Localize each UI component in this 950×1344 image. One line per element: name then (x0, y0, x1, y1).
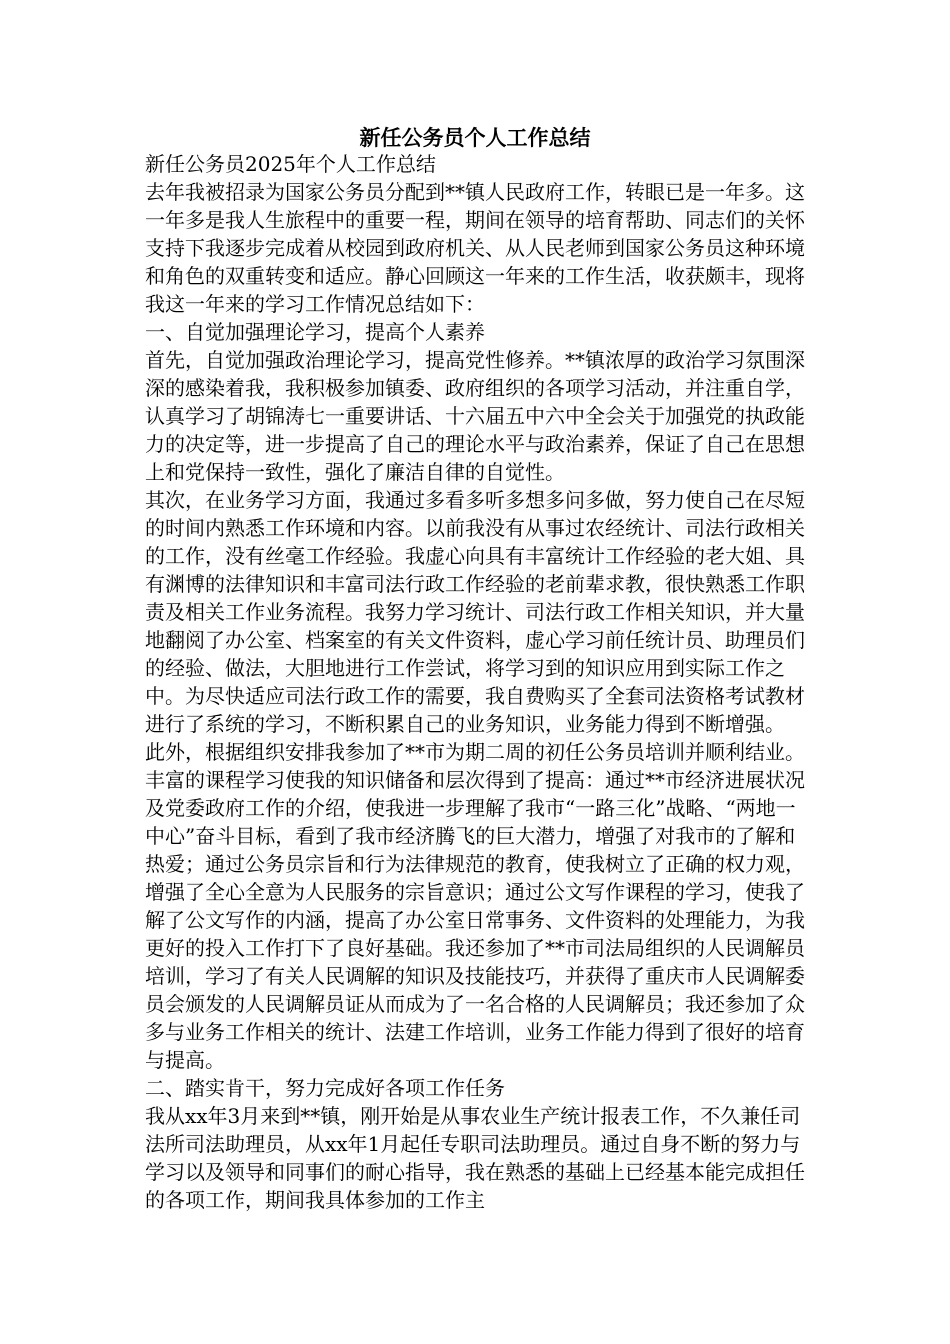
paragraph-business-study: 其次，在业务学习方面，我通过多看多听多想多问多做，努力使自己在尽短的时间内熟悉工作环境和内容。以前我没有从事过农经统计、司法行政相关的工作，没有丝毫工作经验。我虚心向具有丰富统计工作经验的老大姐、具有渊博的法律知识和丰富司法行政工作经验的老前辈求教，很快熟悉工作职责及相关工作业务流程。我努力学习统计、司法行政工作相关知识，并大量地翻阅了办公室、档案室的有关文件资料，虚心学习前任统计员、助理员们的经验、做法，大胆地进行工作尝试，将学习到的知识应用到实际工作之中。为尽快适应司法行政工作的需要，我自费购买了全套司法资格考试教材进行了系统的学习，不断积累自己的业务知识，业务能力得到不断增强。 (145, 488, 805, 736)
document-title: 新任公务员个人工作总结 (359, 126, 591, 150)
paragraph-training: 此外，根据组织安排我参加了**市为期二周的初任公务员培训并顺利结业。丰富的课程学习使我的知识储备和层次得到了提高：通过**市经济进展状况及党委政府工作的介绍，使我进一步理解了我市“一路三化”战略、“两地一中心”奋斗目标，看到了我市经济腾飞的巨大潜力，增强了对我市的了解和热爱；通过公务员宗旨和行为法律规范的教育，使我树立了正确的权力观，增强了全心全意为人民服务的宗旨意识；通过公文写作课程的学习，使我了解了公文写作的内涵，提高了办公室日常事务、文件资料的处理能力，为我更好的投入工作打下了良好基础。我还参加了**市司法局组织的人民调解员培训，学习了有关人民调解的知识及技能技巧，并获得了重庆市人民调解委员会颁发的人民调解员证从而成为了一名合格的人民调解员；我还参加了众多与业务工作相关的统计、法建工作培训，业务工作能力得到了很好的培育与提高。 (145, 740, 805, 1072)
paragraph-work-tasks: 我从xx年3月来到**镇，刚开始是从事农业生产统计报表工作，不久兼任司法所司法助理员，从xx年1月起任专职司法助理员。通过自身不断的努力与学习以及领导和同事们的耐心指导，我在熟悉的基础上已经基本能完成担任的各项工作，期间我具体参加的工作主 (145, 1104, 805, 1212)
section-heading-1: 一、自觉加强理论学习，提高个人素养 (145, 320, 485, 344)
paragraph-intro: 去年我被招录为国家公务员分配到**镇人民政府工作，转眼已是一年多。这一年多是我人生旅程中的重要一程，期间在领导的培育帮助、同志们的关怀支持下我逐步完成着从校园到政府机关、从人民老师到国家公务员这种环境和角色的双重转变和适应。静心回顾这一年来的工作生活，收获颇丰，现将我这一年来的学习工作情况总结如下： (145, 180, 805, 316)
paragraph-political-study: 首先，自觉加强政治理论学习，提高党性修养。**镇浓厚的政治学习氛围深深的感染着我，我积极参加镇委、政府组织的各项学习活动，并注重自学，认真学习了胡锦涛七一重要讲话、十六届五中六中全会关于加强党的执政能力的决定等，进一步提高了自己的理论水平与政治素养，保证了自己在思想上和党保持一致性，强化了廉洁自律的自觉性。 (145, 348, 805, 484)
document-subtitle: 新任公务员2025年个人工作总结 (145, 152, 436, 176)
document-body (145, 150, 805, 1214)
section-heading-2: 二、踏实肯干，努力完成好各项工作任务 (145, 1076, 505, 1100)
